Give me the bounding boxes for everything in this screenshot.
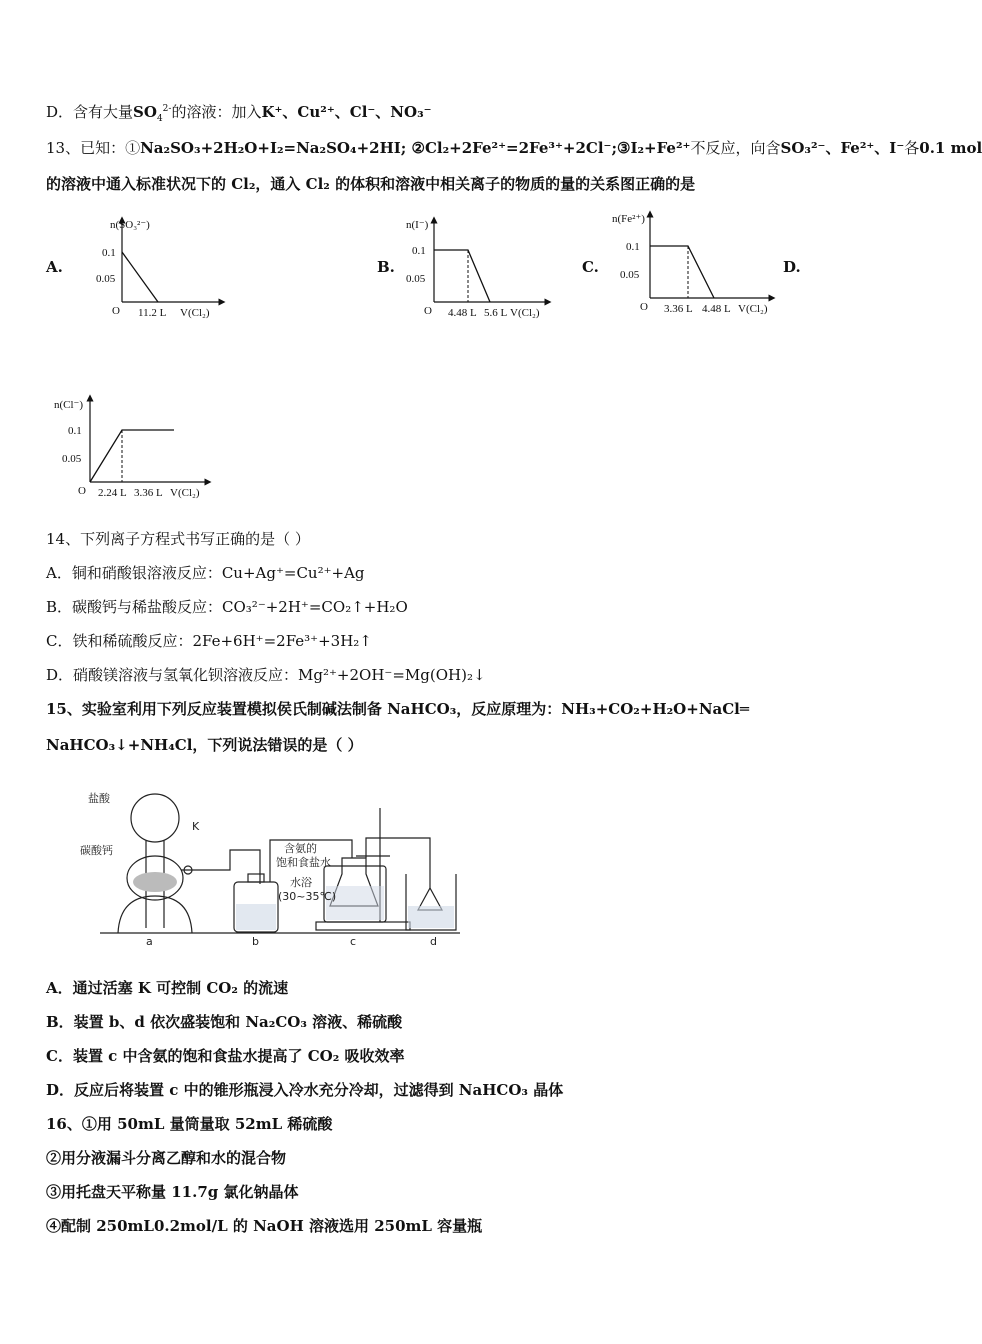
q12-option-d: D．含有大量$SO_4^{2-}$的溶液：加入K⁺、Cu²⁺、Cl⁻、NO₃⁻	[46, 103, 432, 124]
graph-c-origin: O	[640, 301, 648, 313]
q13-l1-e: 各	[904, 139, 920, 157]
q15-option-b: B．装置 b、d 依次盛装饱和 Na₂CO₃ 溶液、稀硫酸	[46, 1013, 403, 1031]
graph-c-line	[650, 246, 714, 298]
fig-label-bath1: 水浴	[290, 876, 312, 889]
q15-apparatus-figure	[80, 778, 475, 948]
graph-c	[610, 206, 778, 322]
q13-stem-line1	[46, 138, 982, 158]
fig-label-k: K	[192, 820, 200, 833]
q13-label-c: C.	[582, 258, 599, 276]
q12-d-so4: SO	[133, 103, 157, 121]
graph-a	[92, 212, 232, 324]
q12-d-rest: 的溶液：加入	[171, 103, 262, 121]
graph-d-origin: O	[78, 485, 86, 497]
graph-d-tick-x2: 3.36 L	[134, 487, 163, 499]
kipp-bottom-bulb	[118, 896, 192, 933]
liquid-d	[408, 906, 454, 928]
q13-l1-f: 0.1 mol	[919, 139, 982, 157]
caco3-solid	[133, 872, 177, 892]
graph-b-line	[434, 250, 490, 302]
graph-b-tick-y2: 0.05	[406, 273, 426, 285]
graph-b-origin: O	[424, 305, 432, 317]
graph-d-ylabel: n(Cl⁻)	[54, 399, 84, 411]
graph-b-tick-x2: 5.6 L	[484, 307, 508, 319]
q14-option-c: C．铁和稀硫酸反应：2Fe+6H⁺=2Fe³⁺+3H₂↑	[46, 632, 372, 650]
graph-b-xlabel: V(Cl₂)	[510, 307, 540, 319]
q15-option-a: A．通过活塞 K 可控制 CO₂ 的流速	[46, 979, 289, 997]
liquid-b	[236, 904, 276, 930]
q15-option-d: D．反应后将装置 c 中的锥形瓶浸入冷水充分冷却，过滤得到 NaHCO₃ 晶体	[46, 1081, 564, 1099]
graph-a-tick-y1: 0.1	[102, 247, 116, 259]
graph-a-line	[122, 252, 158, 302]
q14-stem: 14、下列离子方程式书写正确的是（ ）	[46, 530, 310, 548]
graph-c-ylabel: n(Fe²⁺)	[612, 213, 645, 225]
fig-label-a: a	[146, 935, 153, 948]
fig-label-bath2: (30~35℃)	[278, 890, 337, 903]
fig-label-brine1: 含氨的	[284, 842, 317, 855]
q13-l1-c: 不反应，向含	[690, 139, 781, 157]
graph-d-line	[90, 430, 174, 482]
q15-stem-line1: 15、实验室利用下列反应装置模拟侯氏制碱法制备 NaHCO₃，反应原理为：NH₃+CO₂+H₂O+NaCl═	[46, 700, 749, 718]
q14-option-b: B．碳酸钙与稀盐酸反应：CO₃²⁻+2H⁺=CO₂↑+H₂O	[46, 598, 408, 616]
q12-d-ions: K⁺、Cu²⁺、Cl⁻、NO₃⁻	[261, 103, 432, 121]
kipp-outlet	[181, 858, 230, 870]
graph-a-xlabel: V(Cl₂)	[180, 307, 210, 319]
graph-d-tick-x1: 2.24 L	[98, 487, 127, 499]
fig-label-caco3: 碳酸钙	[80, 844, 113, 857]
q15-option-c: C．装置 c 中含氨的饱和食盐水提高了 CO₂ 吸收效率	[46, 1047, 405, 1065]
q13-label-d: D.	[783, 258, 801, 276]
fig-label-brine2: 饱和食盐水	[276, 856, 331, 869]
q13-stem-line2: 的溶液中通入标准状况下的 Cl₂，通入 Cl₂ 的体积和溶液中相关离子的物质的量的关系图正确的是	[46, 175, 696, 193]
fig-label-d: d	[430, 935, 437, 948]
graph-c-tick-y2: 0.05	[620, 269, 640, 281]
graph-d-xlabel: V(Cl₂)	[170, 487, 200, 499]
graph-a-tick-x1: 11.2 L	[138, 307, 167, 319]
graph-b-tick-x1: 4.48 L	[448, 307, 477, 319]
q16-item-2: ②用分液漏斗分离乙醇和水的混合物	[46, 1149, 287, 1167]
bottle-b-neck	[248, 874, 264, 882]
graph-b-ylabel: n(I⁻)	[406, 219, 429, 231]
fig-label-c: c	[350, 935, 357, 948]
q16-item-3: ③用托盘天平称量 11.7g 氯化钠晶体	[46, 1183, 299, 1201]
q13-l1-d: SO₃²⁻、Fe²⁺、I⁻	[780, 139, 905, 157]
graph-c-tick-x1: 3.36 L	[664, 303, 693, 315]
graph-a-ylabel: n(SO₃²⁻)	[110, 219, 150, 231]
graph-a-tick-y2: 0.05	[96, 273, 116, 285]
q13-l1-a: 13、已知：①	[46, 139, 141, 157]
fig-label-b: b	[252, 935, 259, 948]
graph-d-tick-y1: 0.1	[68, 425, 82, 437]
graph-c-tick-y1: 0.1	[626, 241, 640, 253]
q14-option-d: D．硝酸镁溶液与氢氧化钡溶液反应：Mg²⁺+2OH⁻=Mg(OH)₂↓	[46, 666, 486, 684]
graph-b-tick-y1: 0.1	[412, 245, 426, 257]
graph-b	[398, 212, 556, 324]
graph-d-tick-y2: 0.05	[62, 453, 82, 465]
q14-option-a: A．铜和硝酸银溶液反应：Cu+Ag⁺=Cu²⁺+Ag	[46, 564, 365, 582]
q15-stem-line2: NaHCO₃↓+NH₄Cl，下列说法错误的是（ ）	[46, 736, 363, 754]
kipp-top-bulb	[131, 794, 179, 842]
q13-l1-b: Na₂SO₃+2H₂O+I₂=Na₂SO₄+2HI; ②Cl₂+2Fe²⁺=2Fe³⁺+2Cl⁻;③I₂+Fe²⁺	[140, 139, 691, 157]
q16-item-1: 16、①用 50mL 量筒量取 52mL 稀硫酸	[46, 1115, 333, 1133]
q13-label-a: A.	[46, 258, 63, 276]
graph-d	[48, 392, 218, 504]
graph-a-origin: O	[112, 305, 120, 317]
q12-d-prefix: D．含有大量	[46, 103, 134, 121]
tube-a-b	[230, 850, 260, 884]
tube-c-d	[366, 838, 430, 888]
fig-label-hcl: 盐酸	[88, 792, 110, 805]
q13-label-b: B.	[377, 258, 395, 276]
heater-base	[316, 922, 410, 930]
graph-c-xlabel: V(Cl₂)	[738, 303, 768, 315]
q16-item-4: ④配制 250mL0.2mol/L 的 NaOH 溶液选用 250mL 容量瓶	[46, 1217, 483, 1235]
graph-c-tick-x2: 4.48 L	[702, 303, 731, 315]
